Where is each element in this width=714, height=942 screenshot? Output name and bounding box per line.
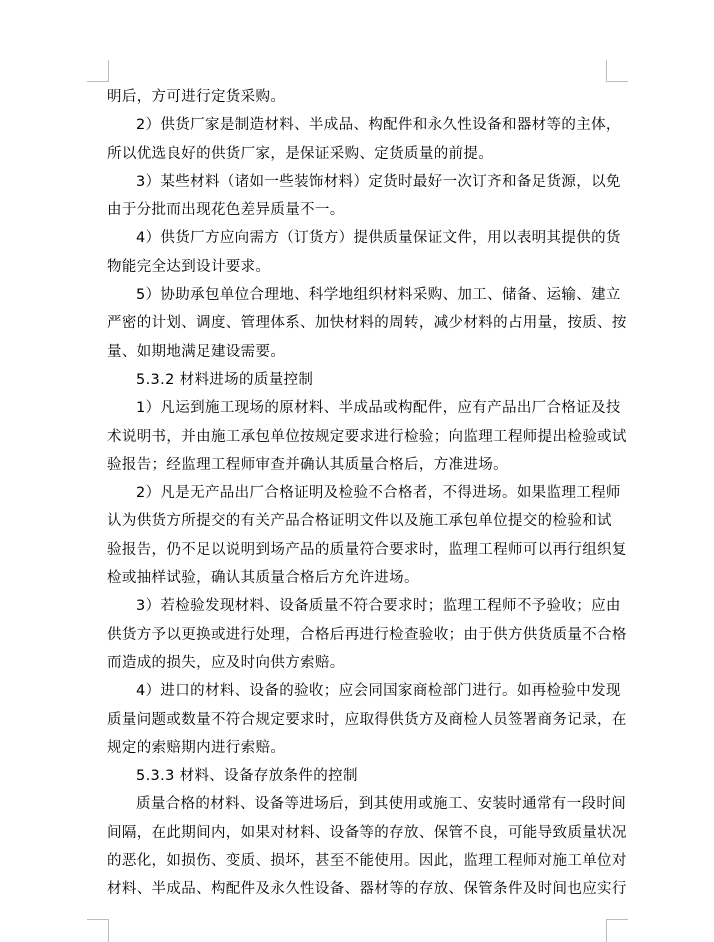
text-line: 2）供货厂家是制造材料、半成品、构配件和永久性设备和器材等的主体， [136, 117, 621, 134]
margin-corner-mark-bottom-left [87, 919, 109, 942]
section-heading: 5.3.3 材料、设备存放条件的控制 [136, 768, 358, 785]
text-line: 认为供货方所提交的有关产品合格证明文件以及施工承包单位提交的检验和试 [107, 513, 612, 530]
document-body[interactable] [107, 83, 627, 904]
margin-corner-mark-top-right [606, 60, 628, 82]
text-line: 材料、半成品、构配件及永久性设备、器材等的存放、保管条件及时间也应实行 [107, 881, 627, 898]
text-line: 2）凡是无产品出厂合格证明及检验不合格者，不得进场。如果监理工程师 [136, 485, 621, 502]
text-line: 质量合格的材料、设备等进场后，到其使用或施工、安装时通常有一段时间 [136, 796, 627, 813]
text-line: 3）若检验发现材料、设备质量不符合要求时；监理工程师不予验收；应由 [136, 598, 621, 615]
text-line: 验报告，仍不足以说明到场产品的质量符合要求时，监理工程师可以再行组织复 [107, 541, 627, 558]
text-line: 质量问题或数量不符合规定要求时，应取得供货方及商检人员签署商务记录，在 [107, 711, 627, 728]
text-line: 供货方予以更换或进行处理，合格后再进行检查验收；由于供方供货质量不合格 [107, 626, 627, 643]
text-line: 4）供货厂方应向需方（订货方）提供质量保证文件，用以表明其提供的货 [136, 230, 621, 247]
section-heading: 5.3.2 材料进场的质量控制 [136, 371, 314, 388]
margin-corner-mark-bottom-right [606, 919, 628, 942]
text-line: 验报告；经监理工程师审查并确认其质量合格后，方准进场。 [107, 456, 508, 473]
text-line: 量、如期地满足建设需要。 [107, 343, 286, 360]
text-line: 物能完全达到设计要求。 [107, 258, 271, 275]
text-line: 3）某些材料（诸如一些装饰材料）定货时最好一次订齐和备足货源，以免 [136, 173, 621, 190]
text-line: 规定的索赔期内进行索赔。 [107, 739, 286, 756]
text-line: 所以优选良好的供货厂家，是保证采购、定货质量的前提。 [107, 145, 494, 162]
text-line: 严密的计划、调度、管理体系、加快材料的周转，减少材料的占用量，按质、按 [107, 315, 627, 332]
text-line: 检或抽样试验，确认其质量合格后方允许进场。 [107, 570, 419, 587]
text-line: 由于分批而出现花色差异质量不一。 [107, 202, 345, 219]
text-line: 4）进口的材料、设备的验收；应会同国家商检部门进行。如再检验中发现 [136, 683, 621, 700]
text-line: 的恶化，如损伤、变质、损坏，甚至不能使用。因此，监理工程师对施工单位对 [107, 853, 627, 870]
text-line: 而造成的损失，应及时向供方索赔。 [107, 654, 345, 671]
text-line: 1）凡运到施工现场的原材料、半成品或构配件，应有产品出厂合格证及技 [136, 400, 621, 417]
text-line: 5）协助承包单位合理地、科学地组织材料采购、加工、储备、运输、建立 [136, 287, 621, 304]
text-line: 明后，方可进行定货采购。 [107, 89, 286, 105]
margin-corner-mark-top-left [87, 60, 109, 82]
text-line: 间隔，在此期间内，如果对材料、设备等的存放、保管不良，可能导致质量状况 [107, 824, 627, 841]
text-line: 术说明书，并由施工承包单位按规定要求进行检验；向监理工程师提出检验或试 [107, 428, 627, 445]
